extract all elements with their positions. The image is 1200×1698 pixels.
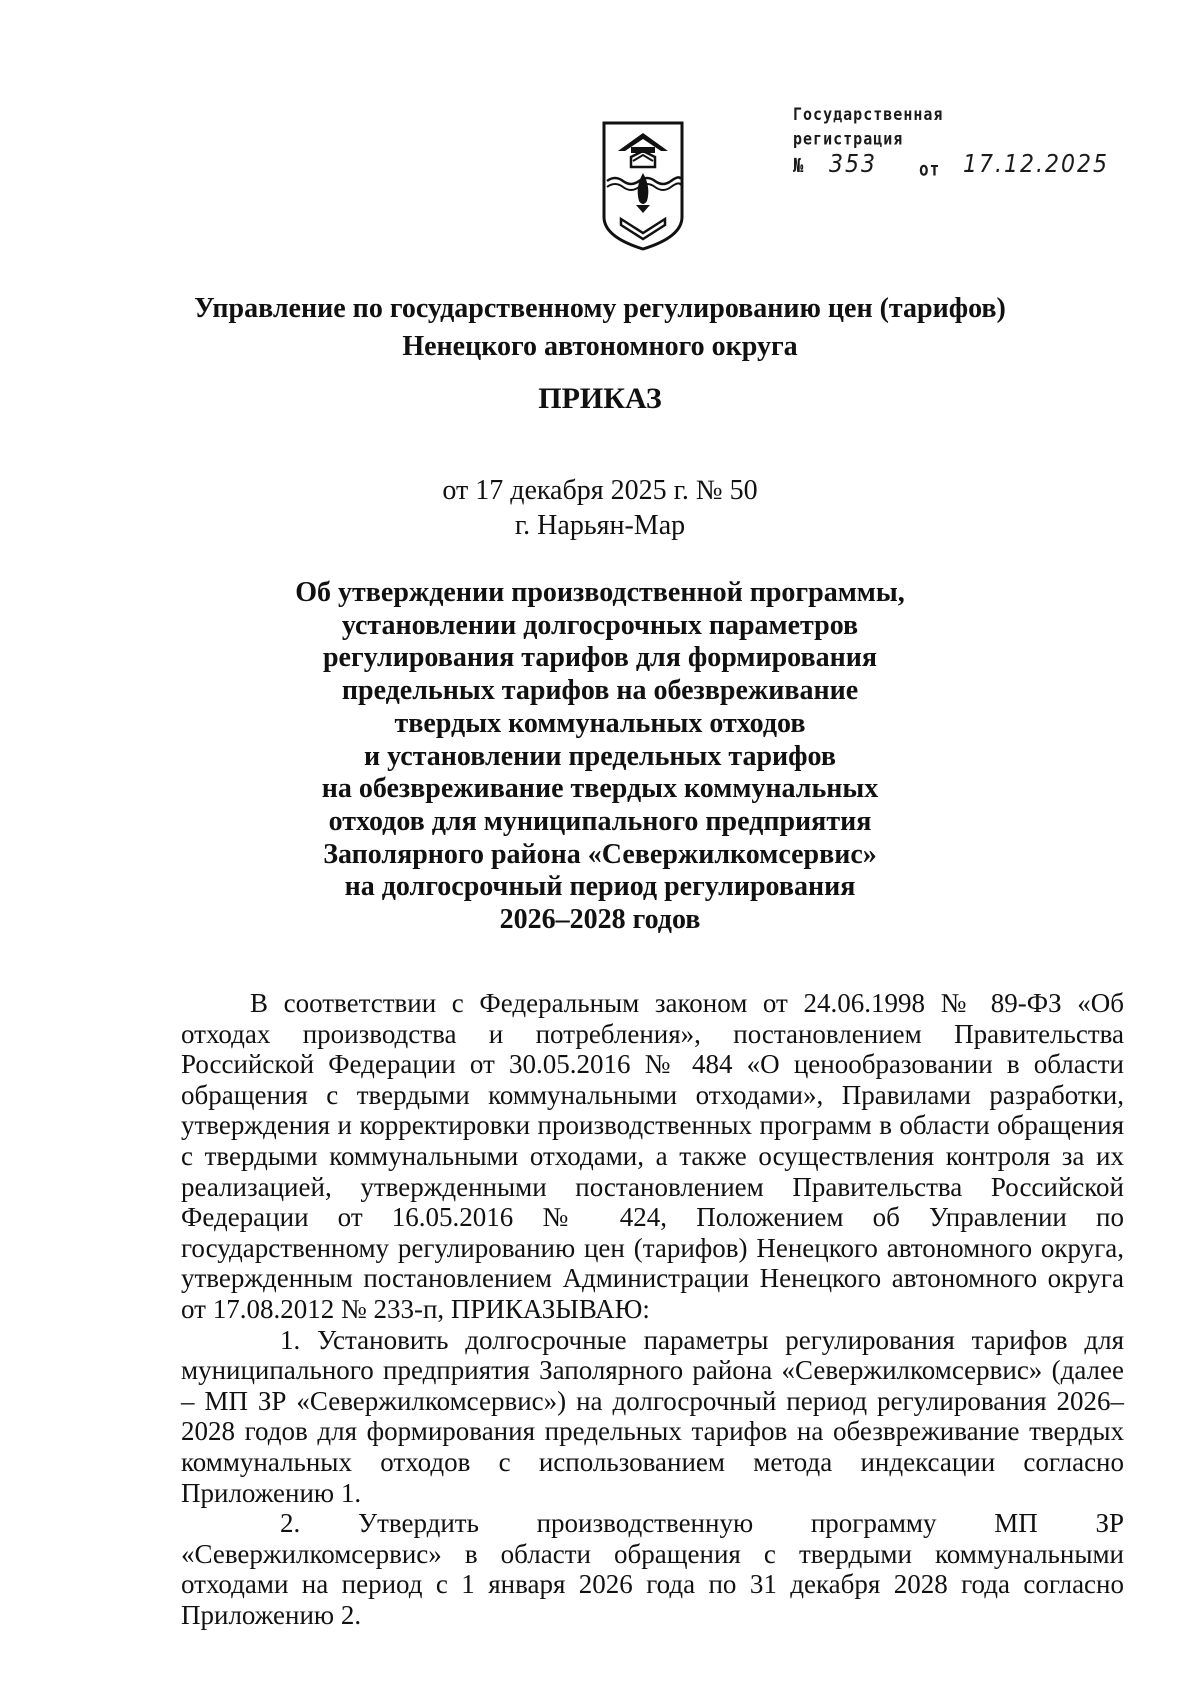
document-date-number: от 17 декабря 2025 г. № 50 [442,475,758,506]
stamp-number-sign: № [793,154,805,178]
document-type: ПРИКАЗ [538,382,662,415]
stamp-registration-date: 17.12.2025 [963,150,1109,179]
org-line-1: Управление по государственному регулированию цен (тарифов) [194,293,1006,324]
title-line: на обезвреживание твердых коммунальных [321,773,879,805]
title-line: и установлении предельных тарифов [364,740,836,772]
stamp-line-3 [793,155,804,178]
order-item-2: 2. Утвердить производственную программу МП ЗР «Севержилкомсервис» в области обращения с твердыми коммунальными отходами на период с 1 января 2026 года по 31 декабря 2028 года согласно Приложению 2. [181,1508,1124,1630]
stamp-line-2: регистрация [793,128,904,149]
title-line: на долгосрочный период регулирования [344,871,856,903]
document-meta [0,473,1200,543]
org-line-2: Ненецкого автономного округа [402,331,798,362]
title-line: Об утверждении производственной программы, [295,577,905,608]
title-line: предельных тарифов на обезвреживание [341,675,859,707]
title-line: Заполярного района «Севержилкомсервис» [323,838,877,870]
stamp-ot-label: от [919,158,941,180]
title-line: отходов для муниципального предприятия [328,805,872,837]
stamp-line-1: Государственная [793,104,944,125]
title-line: регулирования тарифов для формирования [322,642,878,674]
title-line: 2026–2028 годов [499,904,701,936]
document-body [181,988,1124,1630]
title-line: твердых коммунальных отходов [394,707,806,739]
preamble-paragraph: В соответствии с Федеральным законом от 24.06.1998 № 89-ФЗ «Об отходах производства и потребления», постановлением Правительства Российской Федерации от 30.05.2016 № 484 «О ценообразовании в области обращения с твердыми коммунальными отходами», Правилами разработки, утверждения и корректировки производственных программ в области обращения с твердыми коммунальными отходами, а также осуществления контроля за их реализацией, утвержденными постановлением Правительства Российской Федерации от 16.05.2016 № 424, Положением об Управлении по государственному регулированию цен (тарифов) Ненецкого автономного округа, утвержденным постановлением Администрации Ненецкого автономного округа от 17.08.2012 № 233-п, ПРИКАЗЫВАЮ: [181,988,1124,1324]
title-line: установлении долгосрочных параметров [341,609,859,641]
stamp-registration-number: 353 [829,150,877,179]
document-city: г. Нарьян-Мар [514,510,686,541]
document-title [0,577,1200,937]
order-item-1: 1. Установить долгосрочные параметры регулирования тарифов для муниципального предприятия Заполярного района «Севержилкомсервис» (далее – МП ЗР «Севержилкомсервис») на долгосрочный период регулирования 2026–2028 годов для формирования предельных тарифов на обезвреживание твердых коммунальных отходов с использованием метода индексации согласно Приложению 1. [181,1324,1124,1508]
issuing-organization [0,290,1200,366]
coat-of-arms-icon [601,121,685,251]
